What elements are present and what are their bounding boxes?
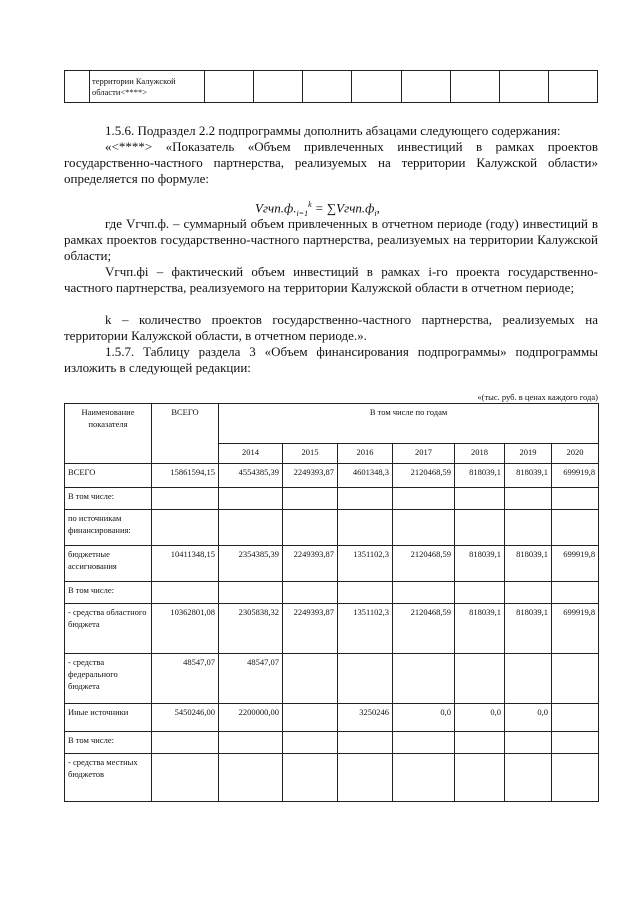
header-total: ВСЕГО: [152, 404, 219, 464]
row-total: [152, 754, 219, 802]
top-cell-empty: [254, 71, 303, 103]
row-total: [152, 582, 219, 604]
row-year-value: 2305838,32: [219, 604, 283, 654]
row-year-value: 3250246: [338, 704, 393, 732]
table-row: [65, 546, 599, 582]
row-year-value: [455, 754, 505, 802]
formula-rhs-sub: i: [374, 208, 377, 218]
paragraph-where: где Vгчп.ф. – суммарный объем привлеченных в отчетном периоде (году) инвестиций в рамках проектов государственно-частного партнерства, реализуемых на территории Калужской области;: [64, 216, 598, 263]
top-cell-empty: [303, 71, 352, 103]
paragraph-1-5-7: 1.5.7. Таблицу раздела 3 «Объем финансирования подпрограммы» подпрограммы изложить в следующей редакции:: [64, 344, 598, 375]
row-year-value: [393, 582, 455, 604]
row-year-value: [338, 582, 393, 604]
row-year-value: [283, 732, 338, 754]
formula-end: ,: [376, 200, 380, 216]
row-year-value: [283, 654, 338, 704]
row-year-value: 699919,8: [552, 546, 599, 582]
row-year-value: 818039,1: [455, 604, 505, 654]
row-year-value: 1351102,3: [338, 546, 393, 582]
row-year-value: 2120468,59: [393, 546, 455, 582]
row-total: 10362801,08: [152, 604, 219, 654]
row-year-value: [393, 510, 455, 546]
header-year: 2014: [219, 444, 283, 464]
paragraph-indicator: «<****> «Показатель «Объем привлеченных инвестиций в рамках проектов государственно-частного партнерства, реализуемых на территории Калужской области» определяется по формуле:: [64, 139, 598, 186]
row-year-value: [505, 510, 552, 546]
header-years-group: В том числе по годам: [219, 404, 599, 444]
row-year-value: [219, 732, 283, 754]
row-year-value: [219, 582, 283, 604]
row-year-value: 818039,1: [505, 604, 552, 654]
row-year-value: 48547,07: [219, 654, 283, 704]
row-year-value: [393, 654, 455, 704]
row-year-value: 2249393,87: [283, 464, 338, 488]
row-year-value: [505, 732, 552, 754]
row-label: - средства областного бюджета: [65, 604, 152, 654]
table-row: [65, 464, 599, 488]
table-unit-note: «(тыс. руб. в ценах каждого года): [477, 392, 598, 402]
row-year-value: 4601348,3: [338, 464, 393, 488]
row-total: [152, 510, 219, 546]
paragraph-1-5-6: 1.5.6. Подраздел 2.2 подпрограммы дополнить абзацами следующего содержания:: [105, 123, 561, 138]
header-year: 2018: [455, 444, 505, 464]
row-year-value: 1351102,3: [338, 604, 393, 654]
top-table-fragment: [64, 70, 598, 103]
row-year-value: [393, 488, 455, 510]
row-year-value: 818039,1: [455, 546, 505, 582]
row-year-value: [505, 754, 552, 802]
row-label: - средства местных бюджетов: [65, 754, 152, 802]
row-year-value: [455, 654, 505, 704]
row-year-value: [338, 654, 393, 704]
financing-table: [64, 403, 599, 802]
row-year-value: 0,0: [505, 704, 552, 732]
row-year-value: 4554385,39: [219, 464, 283, 488]
row-total: 48547,07: [152, 654, 219, 704]
row-year-value: [455, 488, 505, 510]
row-total: [152, 488, 219, 510]
header-year: 2017: [393, 444, 455, 464]
row-total: 15861594,15: [152, 464, 219, 488]
row-year-value: [552, 754, 599, 802]
row-label: по источникам финансирования:: [65, 510, 152, 546]
row-year-value: 699919,8: [552, 464, 599, 488]
row-label: - средства федерального бюджета: [65, 654, 152, 704]
table-row: [65, 604, 599, 654]
table-row: [65, 488, 599, 510]
row-year-value: 2120468,59: [393, 604, 455, 654]
row-year-value: 699919,8: [552, 604, 599, 654]
row-year-value: [455, 510, 505, 546]
paragraph-vi: Vгчп.фi – фактический объем инвестиций в рамках i-го проекта государственно-частного партнерства, реализуемого на территории Калужской области в отчетном периоде;: [64, 264, 598, 295]
row-year-value: [338, 754, 393, 802]
row-year-value: [338, 732, 393, 754]
row-year-value: 2200000,00: [219, 704, 283, 732]
row-year-value: [455, 732, 505, 754]
table-row: [65, 582, 599, 604]
row-year-value: 2249393,87: [283, 604, 338, 654]
row-year-value: [283, 704, 338, 732]
header-year: 2016: [338, 444, 393, 464]
top-cell-empty: [499, 71, 548, 103]
row-year-value: [283, 510, 338, 546]
table-row: [65, 654, 599, 704]
row-year-value: [455, 582, 505, 604]
row-label: ВСЕГО: [65, 464, 152, 488]
row-year-value: [338, 510, 393, 546]
row-year-value: 2354385,39: [219, 546, 283, 582]
header-year: 2015: [283, 444, 338, 464]
row-year-value: 818039,1: [455, 464, 505, 488]
table-row: [65, 754, 599, 802]
header-name: Наименование показателя: [65, 404, 152, 464]
row-year-value: 2120468,59: [393, 464, 455, 488]
row-year-value: [552, 732, 599, 754]
top-cell-empty: [205, 71, 254, 103]
top-cell-empty: [450, 71, 499, 103]
row-year-value: [505, 582, 552, 604]
formula-lhs: Vгчп.ф.: [255, 200, 297, 216]
formula-rhs: = ∑Vгчп.ф: [314, 200, 375, 216]
row-year-value: [393, 754, 455, 802]
top-cell-empty: [352, 71, 401, 103]
row-year-value: [283, 582, 338, 604]
row-year-value: 818039,1: [505, 546, 552, 582]
row-year-value: [552, 582, 599, 604]
row-year-value: [552, 488, 599, 510]
row-total: [152, 732, 219, 754]
row-label: Иные источники: [65, 704, 152, 732]
row-label: В том числе:: [65, 582, 152, 604]
top-cell-empty: [548, 71, 597, 103]
row-year-value: 0,0: [393, 704, 455, 732]
row-year-value: [219, 754, 283, 802]
row-year-value: [393, 732, 455, 754]
row-total: 5450246,00: [152, 704, 219, 732]
row-year-value: 2249393,87: [283, 546, 338, 582]
row-year-value: [283, 754, 338, 802]
table-row: [65, 732, 599, 754]
row-year-value: [505, 488, 552, 510]
row-year-value: 818039,1: [505, 464, 552, 488]
header-year: 2020: [552, 444, 599, 464]
paragraph-k: k – количество проектов государственно-частного партнерства, реализуемых на территории Калужской области, в отчетном периоде.».: [64, 312, 598, 343]
row-total: 10411348,15: [152, 546, 219, 582]
row-label: В том числе:: [65, 488, 152, 510]
top-cell-empty: [401, 71, 450, 103]
formula-sup: k: [308, 200, 312, 209]
row-label: В том числе:: [65, 732, 152, 754]
row-year-value: [552, 654, 599, 704]
row-year-value: [338, 488, 393, 510]
row-year-value: [552, 510, 599, 546]
formula-sub: i=1: [296, 208, 309, 218]
row-label: бюджетные ассигнования: [65, 546, 152, 582]
header-year: 2019: [505, 444, 552, 464]
row-year-value: [283, 488, 338, 510]
row-year-value: 0,0: [455, 704, 505, 732]
table-row: [65, 510, 599, 546]
row-year-value: [219, 488, 283, 510]
top-cell-territory: территории Калужской области<****>: [90, 71, 205, 103]
row-year-value: [505, 654, 552, 704]
row-year-value: [552, 704, 599, 732]
row-year-value: [219, 510, 283, 546]
table-row: [65, 704, 599, 732]
top-cell-empty: [65, 71, 90, 103]
